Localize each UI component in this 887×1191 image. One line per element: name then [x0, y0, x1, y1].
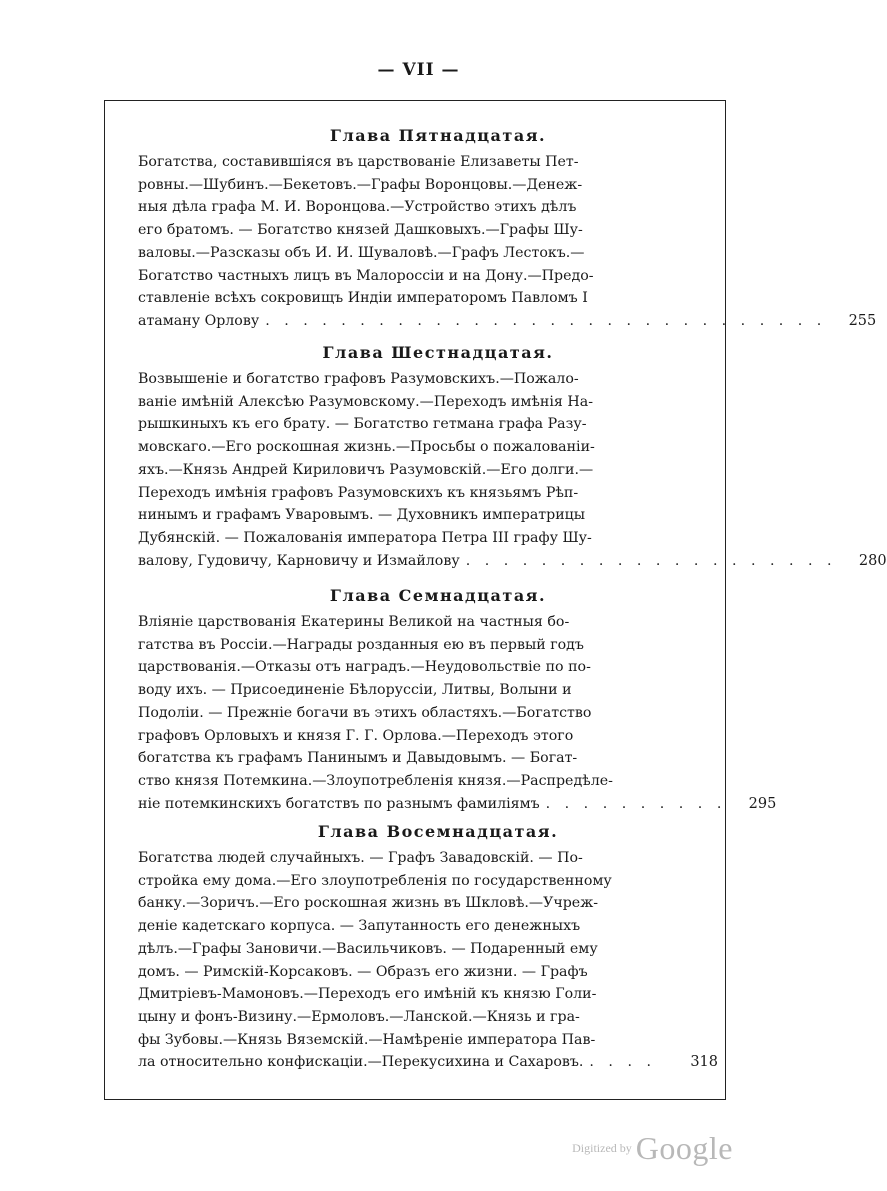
watermark-prefix: Digitized by	[572, 1141, 632, 1155]
page-number: — VII —	[377, 60, 460, 80]
page-reference: 318	[690, 1054, 718, 1071]
toc-line: Богатства, составившіяся въ царствованіе Елизаветы Пет-	[138, 154, 579, 170]
toc-line: богатства къ графамъ Панинымъ и Давыдовымъ. — Богат-	[138, 750, 578, 767]
digitized-by-google-watermark	[572, 1130, 733, 1167]
toc-line: гатства въ Россіи.—Награды розданныя ею въ первый годъ	[138, 636, 584, 653]
toc-line: Богатства людей случайныхъ. — Графъ Завадовскій. — По-	[138, 850, 583, 866]
toc-line: Дубянскій. — Пожалованія императора Петра III графу Шу-	[138, 529, 592, 546]
toc-line: цыну и фонъ-Визину.—Ермоловъ.—Ланской.—Князь и гра-	[138, 1008, 580, 1025]
toc-line: Богатство частныхъ лицъ въ Малороссіи и на Дону.—Предо-	[138, 267, 594, 284]
toc-line: ваніе имѣній Алексѣю Разумовскому.—Переходъ имѣнія На-	[138, 393, 594, 410]
toc-line: Возвышеніе и богатство графовъ Разумовскихъ.—Пожало-	[138, 371, 579, 387]
chapter-title: Глава Шестнадцатая.	[322, 343, 554, 362]
toc-line: ставленіе всѣхъ сокровищъ Индіи императоромъ Павломъ I	[138, 290, 588, 307]
toc-entry-last-line: ла относительно конфискаціи.—Перекусихина и Сахаровъ. . . . . 318	[138, 1051, 718, 1074]
toc-line: мовскаго.—Его роскошная жизнь.—Просьбы о пожалованіи-	[138, 439, 595, 456]
toc-line: ныя дѣла графа М. И. Воронцова.—Устройство этихъ дѣлъ	[138, 199, 577, 216]
chapter-title: Глава Семнадцатая.	[329, 586, 547, 605]
toc-line: Подоліи. — Прежніе богачи въ этихъ областяхъ.—Богатство	[138, 704, 592, 721]
toc-line: воду ихъ. — Присоединеніе Бѣлоруссіи, Литвы, Волыни и	[138, 682, 572, 699]
chapter-16	[138, 343, 887, 572]
chapter-title: Глава Пятнадцатая.	[329, 126, 547, 145]
toc-line: ровны.—Шубинъ.—Бекетовъ.—Графы Воронцовы.—Денеж-	[138, 176, 583, 193]
dot-leader: . . . .	[589, 1054, 656, 1071]
dot-leader: . . . . . . . . . . . . . . . . . . . .	[465, 552, 837, 569]
toc-line: Дмитріевъ-Мамоновъ.—Переходъ его имѣній къ князю Голи-	[138, 986, 597, 1003]
toc-entry-last-line: ніе потемкинскихъ богатствъ по разнымъ фамиліямъ . . . . . . . . . . 295	[138, 793, 718, 816]
toc-line: его братомъ. — Богатство князей Дашковыхъ.—Графы Шу-	[138, 222, 583, 239]
toc-line: рышкиныхъ къ его брату. — Богатство гетмана графа Разу-	[138, 416, 587, 433]
chapter-15	[138, 126, 877, 333]
toc-line: стройка ему дома.—Его злоупотребленія по государственному	[138, 872, 612, 889]
toc-line: домъ. — Римскій-Корсаковъ. — Образъ его жизни. — Графъ	[138, 963, 588, 980]
toc-line: Переходъ имѣнія графовъ Разумовскихъ къ князьямъ Рѣп-	[138, 484, 579, 501]
toc-line: Вліяніе царствованія Екатерины Великой на частныя бо-	[138, 614, 570, 630]
chapter-title: Глава Восемнадцатая.	[317, 822, 559, 841]
toc-line: графовъ Орловыхъ и князя Г. Г. Орлова.—Переходъ этого	[138, 727, 574, 744]
chapter-17	[138, 586, 777, 815]
toc-line: деніе кадетскаго корпуса. — Запутанность его денежныхъ	[138, 918, 581, 935]
toc-line: царствованія.—Отказы отъ наградъ.—Неудовольствіе по по-	[138, 659, 591, 676]
toc-line: яхъ.—Князь Андрей Кириловичъ Разумовскій.—Его долги.—	[138, 461, 594, 478]
toc-line: фы Зубовы.—Князь Вяземскій.—Намѣреніе императора Пав-	[138, 1031, 596, 1048]
toc-entry-last-line: валову, Гудовичу, Карновичу и Измайлову . . . . . . . . . . . . . . . . . . . . 280	[138, 550, 718, 573]
toc-entry-last-line: атаману Орлову . . . . . . . . . . . . . . . . . . . . . . . . . . . . . . 255	[138, 310, 718, 333]
dot-leader: . . . . . . . . . . . . . . . . . . . . . . . . . . . . . .	[265, 312, 827, 329]
toc-line: дѣлъ.—Графы Зановичи.—Васильчиковъ. — Подаренный ему	[138, 940, 598, 957]
google-logo: Google	[635, 1130, 733, 1166]
toc-line: банку.—Зоричъ.—Его роскошная жизнь въ Шкловѣ.—Учреж-	[138, 895, 599, 912]
chapter-18	[138, 822, 718, 1074]
toc-line: валовы.—Разсказы объ И. И. Шуваловѣ.—Графъ Лестокъ.—	[138, 244, 585, 261]
page-reference: 295	[748, 795, 777, 812]
page-reference: 255	[848, 312, 877, 329]
toc-line: ство князя Потемкина.—Злоупотребленія князя.—Распредѣле-	[138, 772, 613, 789]
dot-leader: . . . . . . . . . .	[545, 795, 727, 812]
toc-line: нинымъ и графамъ Уваровымъ. — Духовникъ императрицы	[138, 507, 586, 524]
page-reference: 280	[858, 552, 887, 569]
